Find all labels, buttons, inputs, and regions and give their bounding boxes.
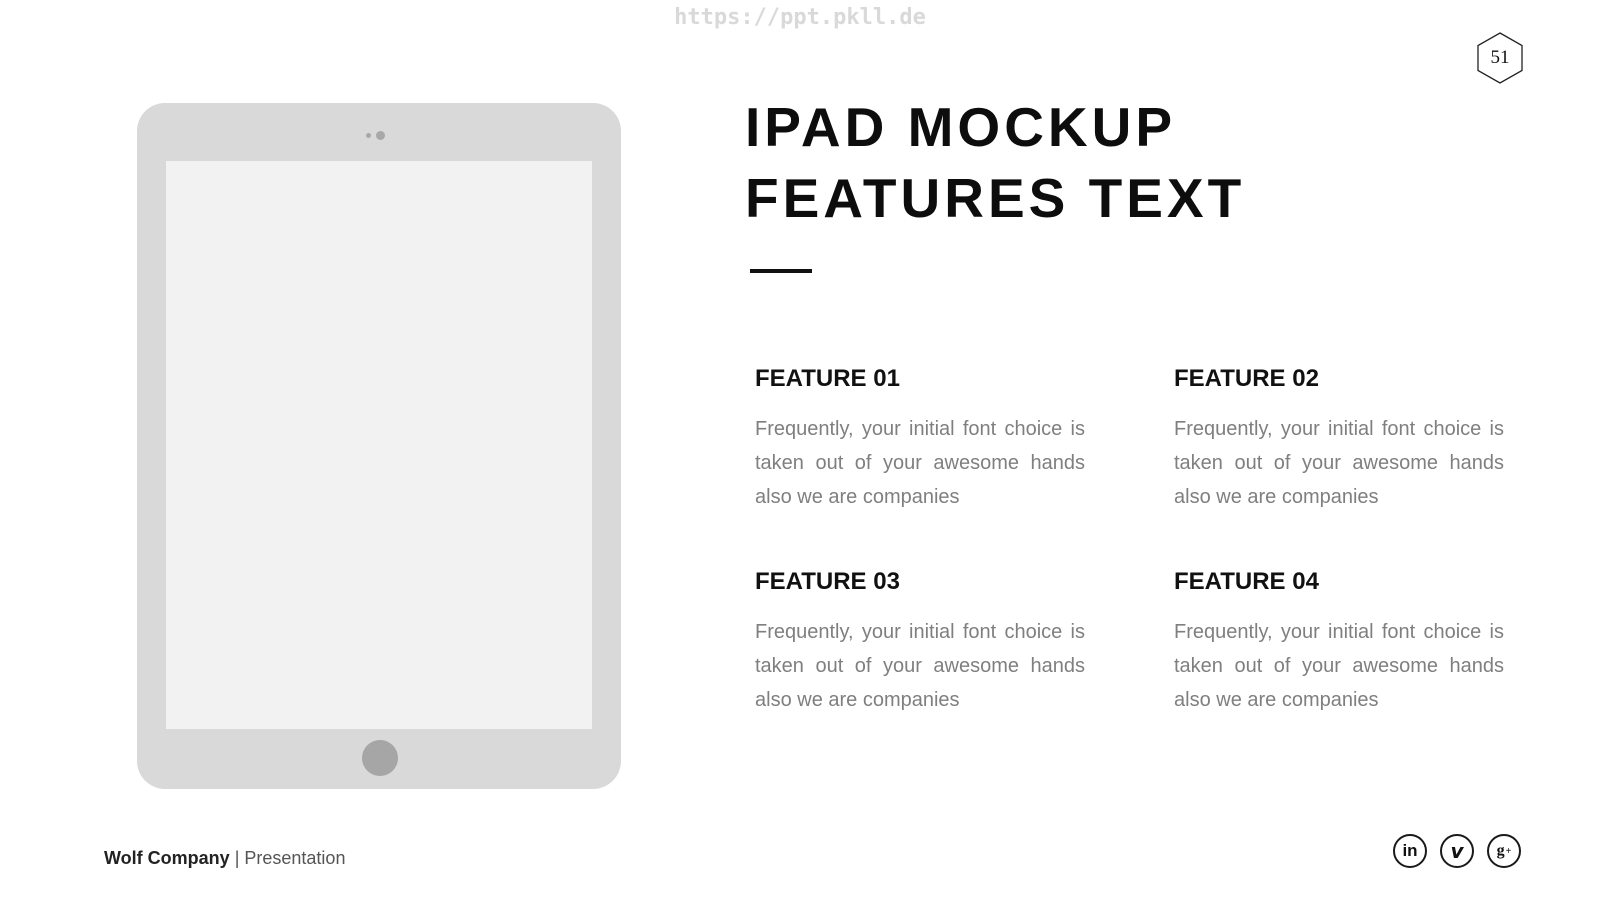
feature-heading: FEATURE 04 (1174, 568, 1319, 595)
feature-heading: FEATURE 02 (1174, 365, 1319, 392)
feature-03 (755, 567, 1085, 717)
footer-separator: | (234, 848, 240, 868)
page-number: 51 (1490, 47, 1510, 68)
footer-company: Wolf Company (104, 848, 230, 868)
linkedin-icon[interactable] (1393, 834, 1427, 868)
footer-brand (104, 848, 345, 869)
feature-body: Frequently, your initial font choice is taken out of your awesome hands also we are companies (755, 418, 1085, 508)
feature-01 (755, 364, 1085, 514)
title-line-1: IPAD MOCKUP (745, 96, 1177, 158)
ipad-sensor-dot (366, 133, 371, 138)
google-plus-glyph: g (1496, 842, 1505, 859)
footer-label: Presentation (244, 848, 346, 868)
linkedin-glyph: in (1402, 841, 1418, 860)
vimeo-icon[interactable] (1440, 834, 1474, 868)
ipad-screen (166, 161, 592, 729)
feature-body: Frequently, your initial font choice is taken out of your awesome hands also we are companies (1174, 621, 1504, 711)
feature-body: Frequently, your initial font choice is taken out of your awesome hands also we are companies (1174, 418, 1504, 508)
title-line-2: FEATURES TEXT (745, 167, 1246, 229)
google-plus-sup: + (1505, 845, 1512, 857)
feature-heading: FEATURE 01 (755, 365, 900, 392)
title-underline (750, 269, 812, 273)
feature-body: Frequently, your initial font choice is taken out of your awesome hands also we are companies (755, 621, 1085, 711)
feature-02 (1174, 364, 1504, 514)
google-plus-icon[interactable] (1487, 834, 1521, 868)
vimeo-glyph: v (1450, 839, 1464, 863)
ipad-mockup-icon (137, 103, 621, 789)
ipad-camera-dot (376, 131, 385, 140)
feature-heading: FEATURE 03 (755, 568, 900, 595)
feature-04 (1174, 567, 1504, 717)
watermark-url: https://ppt.pkll.de (674, 5, 926, 30)
page-number-badge (1477, 32, 1523, 84)
ipad-home-button (362, 740, 398, 776)
page-title (745, 92, 1245, 234)
